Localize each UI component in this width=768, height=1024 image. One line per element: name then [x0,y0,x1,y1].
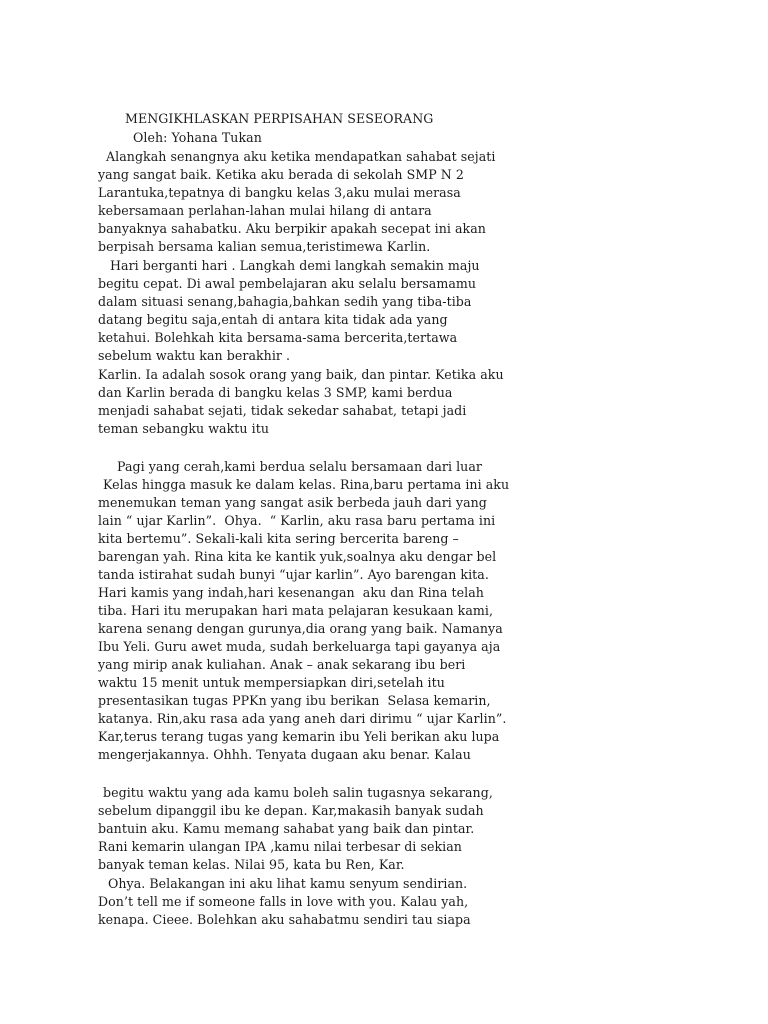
text-line: Hari berganti hari . Langkah demi langkah semakin maju [110,258,480,273]
text-line: yang sangat baik. Ketika aku berada di sekolah SMP N 2 [98,167,464,182]
text-line: kita bertemu”. Sekali-kali kita sering bercerita bareng – [98,531,459,546]
text-line: lain “ ujar Karlin”. Ohya. “ Karlin, aku rasa baru pertama ini [98,513,496,528]
text-line: banyak teman kelas. Nilai 95, kata bu Ren, Kar. [98,857,405,872]
text-line: menjadi sahabat sejati, tidak sekedar sahabat, tetapi jadi [98,403,467,418]
text-line: karena senang dengan gurunya,dia orang yang baik. Namanya [98,621,503,636]
text-line: Rani kemarin ulangan IPA ,kamu nilai terbesar di sekian [98,839,462,854]
text-line: waktu 15 menit untuk mempersiapkan diri,setelah itu [98,675,445,690]
text-line: Don’t tell me if someone falls in love with you. Kalau yah, [98,894,469,909]
text-line: berpisah bersama kalian semua,teristimewa Karlin. [98,239,431,254]
text-line: mengerjakannya. Ohhh. Tenyata dugaan aku benar. Kalau [98,747,471,762]
text-line: barengan yah. Rina kita ke kantik yuk,soalnya aku dengar bel [98,549,497,564]
text-line: sebelum dipanggil ibu ke depan. Kar,makasih banyak sudah [98,803,484,818]
document-title: MENGIKHLASKAN PERPISAHAN SESEORANG [125,111,434,126]
text-line: Karlin. Ia adalah sosok orang yang baik, dan pintar. Ketika aku [98,367,504,382]
text-line: sebelum waktu kan berakhir . [98,348,291,363]
document-author: Oleh: Yohana Tukan [133,130,262,145]
text-line: Kelas hingga masuk ke dalam kelas. Rina,baru pertama ini aku [103,477,510,492]
text-line: dan Karlin berada di bangku kelas 3 SMP, kami berdua [98,385,453,400]
text-line: menemukan teman yang sangat asik berbeda jauh dari yang [98,495,487,510]
text-line: banyaknya sahabatku. Aku berpikir apakah secepat ini akan [98,221,486,236]
text-line: Kar,terus terang tugas yang kemarin ibu Yeli berikan aku lupa [98,729,500,744]
text-line: Larantuka,tepatnya di bangku kelas 3,aku mulai merasa [98,185,461,200]
text-line: yang mirip anak kuliahan. Anak – anak sekarang ibu beri [98,657,466,672]
text-line: kenapa. Cieee. Bolehkan aku sahabatmu sendiri tau siapa [98,912,471,927]
text-line: tiba. Hari itu merupakan hari mata pelajaran kesukaan kami, [98,603,494,618]
text-line: Ohya. Belakangan ini aku lihat kamu senyum sendirian. [108,876,468,891]
text-line: katanya. Rin,aku rasa ada yang aneh dari dirimu “ ujar Karlin”. [98,711,507,726]
text-line: ketahui. Bolehkah kita bersama-sama bercerita,tertawa [98,330,458,345]
text-line: teman sebangku waktu itu [98,421,269,436]
text-line: kebersamaan perlahan-lahan mulai hilang di antara [98,203,432,218]
text-line: begitu cepat. Di awal pembelajaran aku selalu bersamamu [98,276,477,291]
text-line: datang begitu saja,entah di antara kita tidak ada yang [98,312,448,327]
text-line: Pagi yang cerah,kami berdua selalu bersamaan dari luar [117,459,482,474]
text-line: begitu waktu yang ada kamu boleh salin tugasnya sekarang, [103,785,493,800]
text-line: tanda istirahat sudah bunyi “ujar karlin”. Ayo barengan kita. [98,567,489,582]
text-line: bantuin aku. Kamu memang sahabat yang baik dan pintar. [98,821,475,836]
text-line: Alangkah senangnya aku ketika mendapatkan sahabat sejati [106,149,496,164]
text-line: Hari kamis yang indah,hari kesenangan aku dan Rina telah [98,585,484,600]
text-line: dalam situasi senang,bahagia,bahkan sedih yang tiba-tiba [98,294,472,309]
text-line: Ibu Yeli. Guru awet muda, sudah berkeluarga tapi gayanya aja [98,639,501,654]
text-line: presentasikan tugas PPKn yang ibu berikan Selasa kemarin, [98,693,491,708]
